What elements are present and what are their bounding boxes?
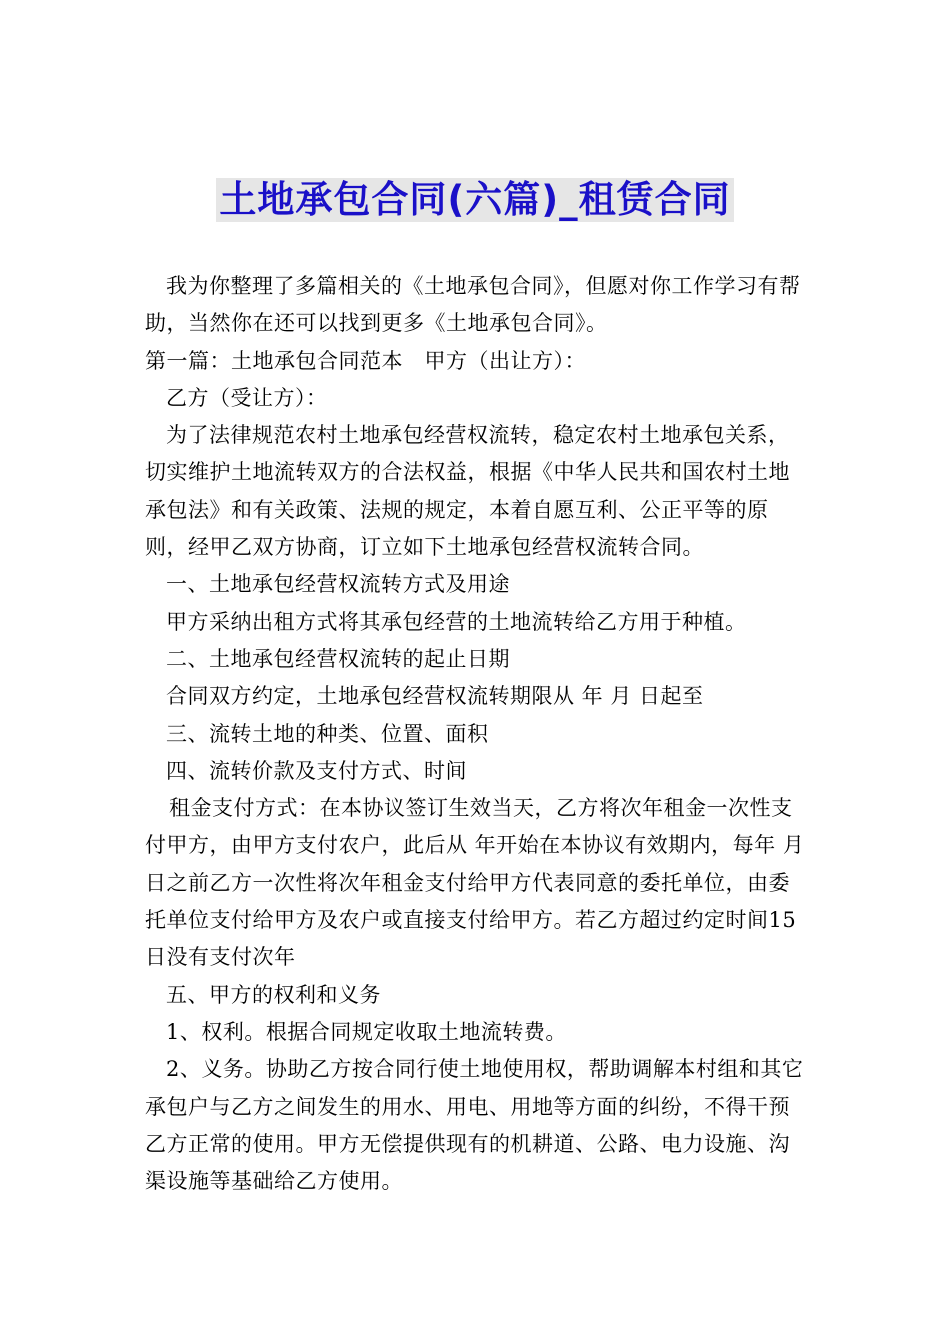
- document-body: [145, 268, 810, 1200]
- paragraph-intro: 我为你整理了多篇相关的《土地承包合同》，但愿对你工作学习有帮助，当然你在还可以找到更多《土地承包合同》。: [145, 274, 801, 336]
- document-title: 土地承包合同(六篇)_租赁合同: [216, 178, 733, 222]
- paragraph-clause-5-rights: 1、权利。根据合同规定收取土地流转费。: [166, 1019, 567, 1044]
- paragraph-section-one-heading: 第一篇：土地承包合同范本 甲方（出让方）：: [145, 348, 586, 373]
- paragraph-clause-5-duties: 2、义务。协助乙方按合同行使土地使用权，帮助调解本村组和其它承包户与乙方之间发生的用水、用电、用地等方面的纠纷，不得干预乙方正常的使用。甲方无偿提供现有的机耕道、公路、电力设施、沟渠设施等基础给乙方使用。: [145, 1057, 804, 1194]
- title-container: [0, 178, 950, 222]
- paragraph-clause-4-body: 租金支付方式：在本协议签订生效当天，乙方将次年租金一次性支付甲方，由甲方支付农户，此后从 年开始在本协议有效期内，每年 月 日之前乙方一次性将次年租金支付给甲方代表同意的委托单位，由委托单位支付给甲方及农户或直接支付给甲方。若乙方超过约定时间15日没有支付次年: [145, 796, 805, 970]
- paragraph-purpose: 为了法律规范农村土地承包经营权流转，稳定农村土地承包关系，切实维护土地流转双方的合法权益，根据《中华人民共和国农村土地承包法》和有关政策、法规的规定，本着自愿互利、公正平等的原则，经甲乙双方协商，订立如下土地承包经营权流转合同。: [145, 423, 790, 560]
- paragraph-clause-1-body: 甲方采纳出租方式将其承包经营的土地流转给乙方用于种植。: [166, 609, 747, 634]
- paragraph-clause-5-heading: 五、甲方的权利和义务: [166, 982, 381, 1007]
- paragraph-clause-1-heading: 一、土地承包经营权流转方式及用途: [166, 572, 510, 597]
- paragraph-party-b: 乙方（受让方）：: [166, 385, 328, 410]
- paragraph-clause-2-heading: 二、土地承包经营权流转的起止日期: [166, 646, 510, 671]
- paragraph-clause-4-heading: 四、流转价款及支付方式、时间: [166, 758, 467, 783]
- paragraph-clause-3-heading: 三、流转土地的种类、位置、面积: [166, 721, 489, 746]
- paragraph-clause-2-body: 合同双方约定，土地承包经营权流转期限从 年 月 日起至: [166, 684, 704, 709]
